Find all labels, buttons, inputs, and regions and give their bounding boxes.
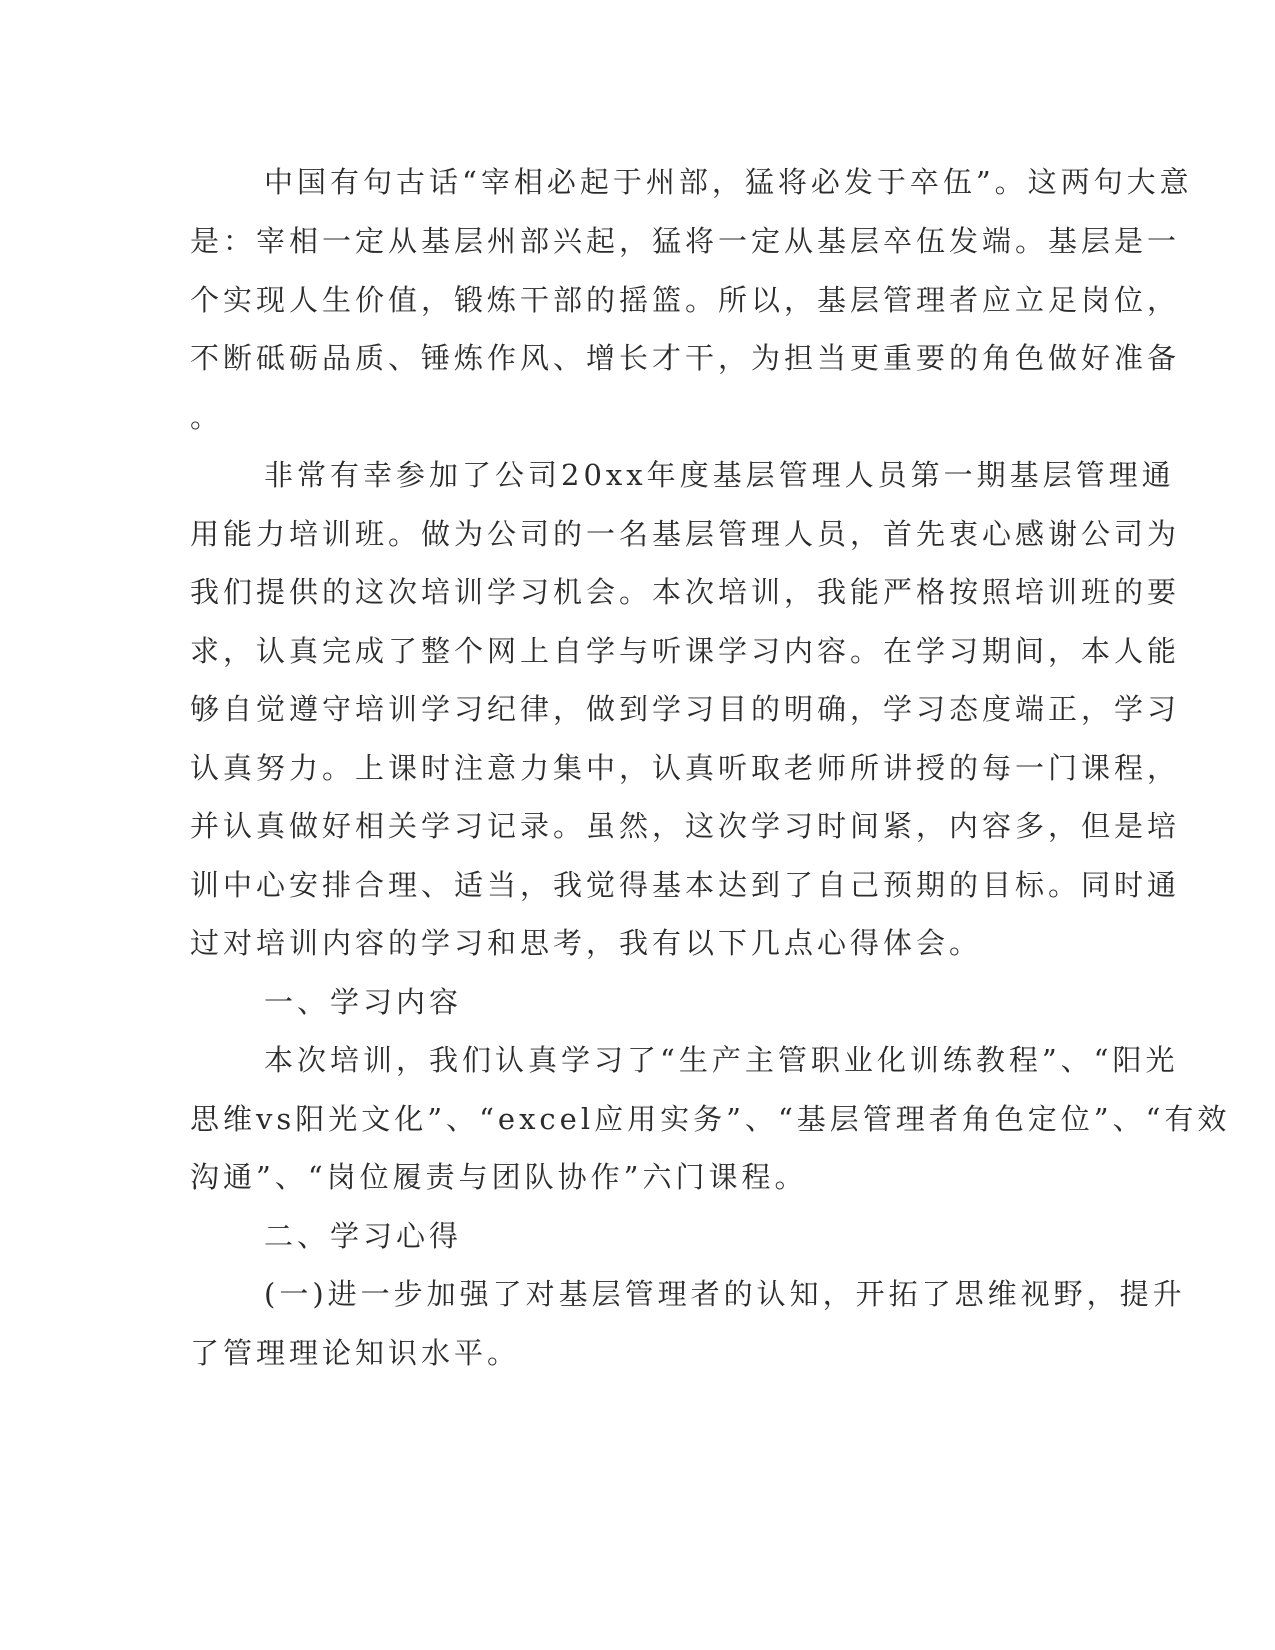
paragraph-4-line-1: (一)进一步加强了对基层管理者的认知，开拓了思维视野，提升 bbox=[264, 1277, 1186, 1311]
section-heading-2: 二、学习心得 bbox=[264, 1219, 463, 1253]
section-heading-1: 一、学习内容 bbox=[264, 985, 463, 1019]
paragraph-2-line-8: 训中心安排合理、适当，我觉得基本达到了自己预期的目标。同时通 bbox=[190, 868, 1181, 902]
paragraph-3-line-1: 本次培训，我们认真学习了“生产主管职业化训练教程”、“阳光 bbox=[264, 1043, 1179, 1077]
paragraph-2-line-5: 够自觉遵守培训学习纪律，做到学习目的明确，学习态度端正，学习 bbox=[190, 692, 1181, 726]
paragraph-1-line-3: 个实现人生价值，锻炼干部的摇篮。所以，基层管理者应立足岗位， bbox=[190, 283, 1181, 317]
paragraph-1-line-5: 。 bbox=[190, 400, 224, 434]
paragraph-2-line-9: 过对培训内容的学习和思考，我有以下几点心得体会。 bbox=[190, 926, 983, 960]
paragraph-2-line-3: 我们提供的这次培训学习机会。本次培训，我能严格按照培训班的要 bbox=[190, 575, 1181, 609]
paragraph-3-line-2: 思维vs阳光文化”、“excel应用实务”、“基层管理者角色定位”、“有效 bbox=[190, 1102, 1231, 1136]
paragraph-1-line-1: 中国有句古话“宰相必起于州部，猛将必发于卒伍”。这两句大意 bbox=[264, 165, 1193, 199]
paragraph-1-line-4: 不断砥砺品质、锤炼作风、增长才干，为担当更重要的角色做好准备 bbox=[190, 341, 1181, 375]
paragraph-1-line-2: 是：宰相一定从基层州部兴起，猛将一定从基层卒伍发端。基层是一 bbox=[190, 224, 1181, 258]
paragraph-2-line-7: 并认真做好相关学习记录。虽然，这次学习时间紧，内容多，但是培 bbox=[190, 809, 1181, 843]
paragraph-2-line-4: 求，认真完成了整个网上自学与听课学习内容。在学习期间，本人能 bbox=[190, 634, 1181, 668]
paragraph-2-line-1: 非常有幸参加了公司20xx年度基层管理人员第一期基层管理通 bbox=[264, 458, 1175, 492]
paragraph-2-line-6: 认真努力。上课时注意力集中，认真听取老师所讲授的每一门课程， bbox=[190, 751, 1181, 785]
paragraph-4-line-2: 了管理理论知识水平。 bbox=[190, 1336, 521, 1370]
paragraph-3-line-3: 沟通”、“岗位履责与团队协作”六门课程。 bbox=[190, 1160, 808, 1194]
paragraph-2-line-2: 用能力培训班。做为公司的一名基层管理人员，首先衷心感谢公司为 bbox=[190, 517, 1181, 551]
